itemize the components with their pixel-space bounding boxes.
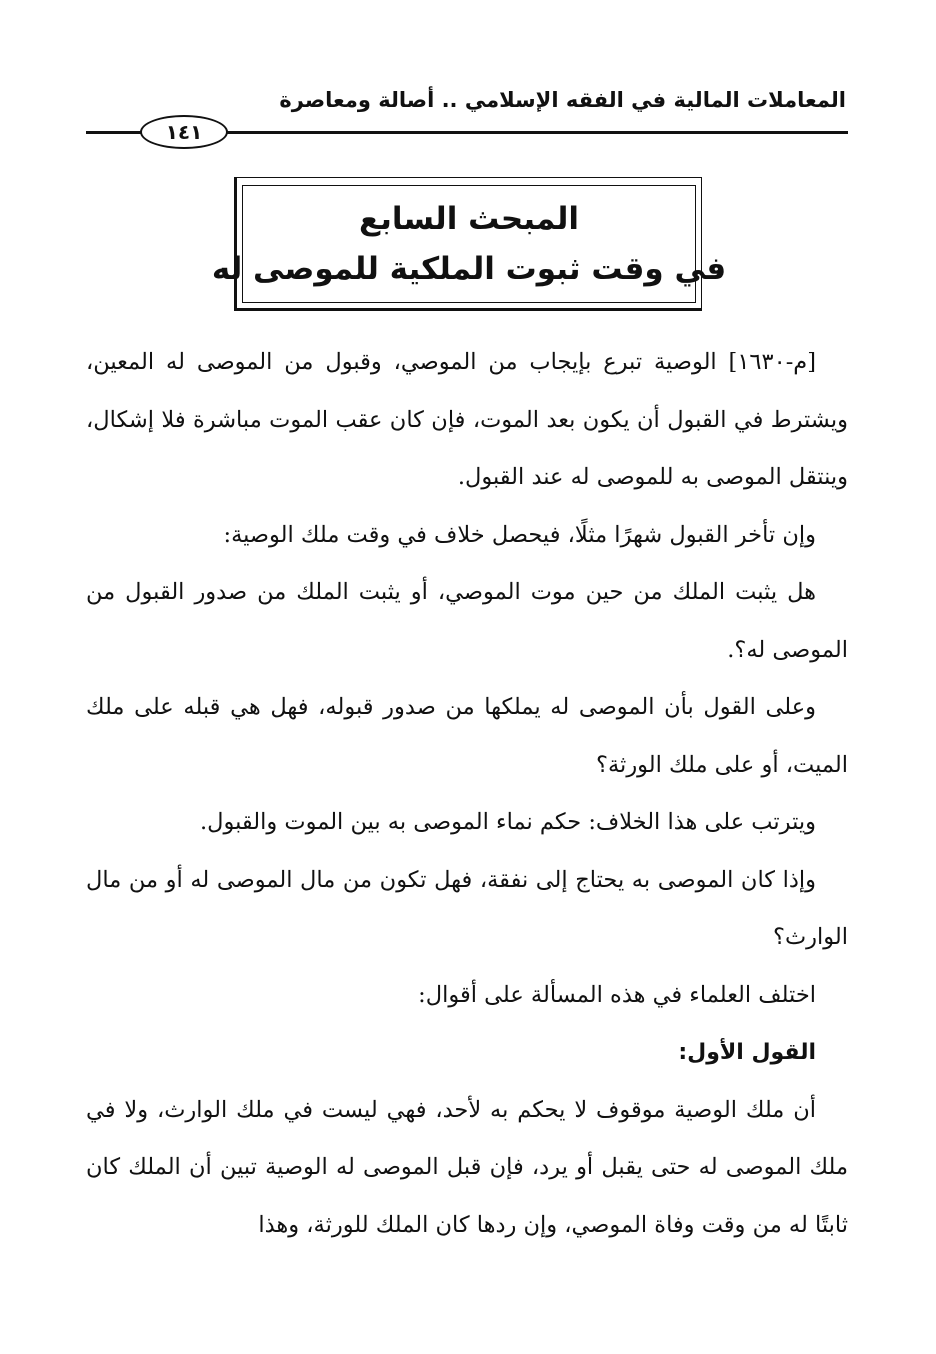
running-header: المعاملات المالية في الفقه الإسلامي .. أصالة ومعاصرة — [279, 88, 846, 112]
chapter-title-frame — [211, 185, 727, 303]
paragraph: [م-١٦٣٠] الوصية تبرع بإيجاب من الموصي، وقبول من الموصى له المعين، ويشترط في القبول أن يكون بعد الموت، فإن كان عقب الموت مباشرة فلا إشكال، وينتقل الموصى به للموصى له عند القبول. — [86, 349, 848, 490]
paragraph: ويترتب على هذا الخلاف: حكم نماء الموصى به بين الموت والقبول. — [199, 809, 816, 835]
paragraph: وإذا كان الموصى به يحتاج إلى نفقة، فهل تكون من مال الموصى له أو من مال الوارث؟ — [86, 866, 848, 950]
page-number: ١٤١ — [140, 115, 228, 149]
chapter-title-line-1: المبحث السابع — [359, 201, 579, 237]
chapter-title-box — [211, 177, 727, 311]
body-text — [86, 334, 848, 1254]
paragraph: وعلى القول بأن الموصى له يملكها من صدور قبوله، فهل هي قبله على ملك الميت، أو على ملك الورثة؟ — [86, 694, 848, 778]
paragraph: وإن تأخر القبول شهرًا مثلًا، فيحصل خلاف في وقت ملك الوصية: — [223, 521, 816, 548]
paragraph: هل يثبت الملك من حين موت الموصي، أو يثبت الملك من صدور القبول من الموصى له؟. — [86, 579, 848, 663]
paragraph: اختلف العلماء في هذه المسألة على أقوال: — [418, 981, 816, 1008]
paragraph: أن ملك الوصية موقوف لا يحكم به لأحد، فهي ليست في ملك الوارث، ولا في ملك الموصى له حتى يقبل أو يرد، فإن قبل الموصى له الوصية تبين أن الملك كان ثابتًا له من وقت وفاة الموصي، وإن ردها كان الملك للورثة، وهذا — [86, 1096, 848, 1238]
chapter-title-line-2: في وقت ثبوت الملكية للموصى له — [211, 251, 727, 287]
section-heading: القول الأول: — [678, 1040, 816, 1065]
